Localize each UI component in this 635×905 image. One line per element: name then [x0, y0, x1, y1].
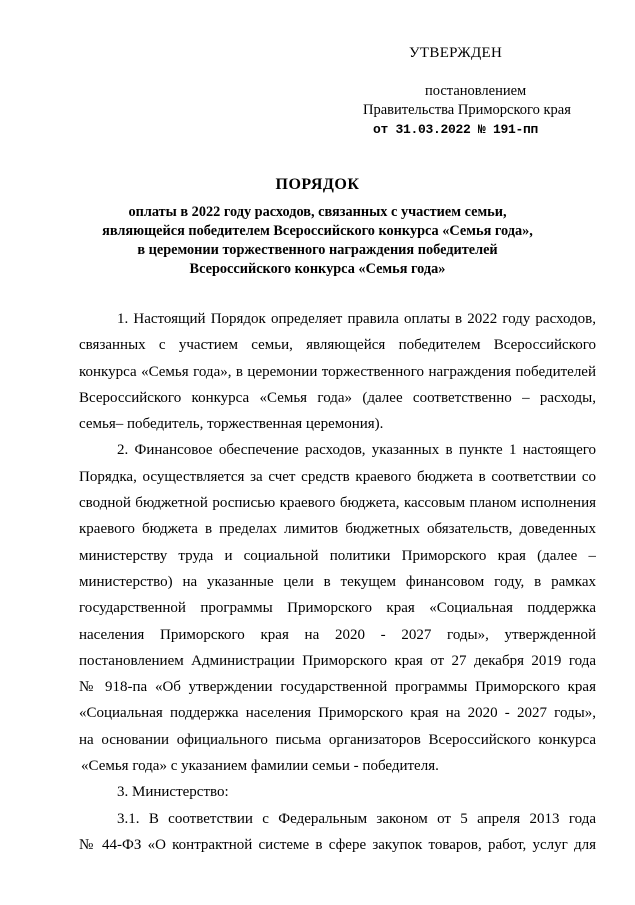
- document-body: [79, 306, 596, 858]
- body-line: 3.1. В соответствии с Федеральным законом от 5 апреля 2013 года: [117, 810, 596, 827]
- subtitle-line: оплаты в 2022 году расходов, связанных с участием семьи,: [128, 204, 507, 220]
- body-line: семья– победитель, торжественная церемония).: [79, 416, 384, 433]
- body-line: 2. Финансовое обеспечение расходов, указанных в пункте 1 настоящего: [117, 442, 596, 459]
- body-line: конкурса «Семья года», в церемонии торжественного награждения победителей: [79, 363, 596, 380]
- body-line: сводной бюджетной росписью краевого бюджета, кассовым планом исполнения: [79, 495, 596, 512]
- body-line: «Социальная поддержка населения Приморского края на 2020 - 2027 годы»,: [79, 705, 596, 722]
- body-line: 1. Настоящий Порядок определяет правила оплаты в 2022 году расходов,: [117, 311, 596, 327]
- body-line: краевого бюджета в пределах лимитов бюджетных обязательств, доведенных: [79, 521, 596, 538]
- subtitle-line: являющейся победителем Всероссийского конкурса «Семья года»,: [102, 223, 533, 239]
- approval-line-date-number: от 31.03.2022 № 191-пп: [373, 122, 539, 137]
- body-line: постановлением Администрации Приморского края от 27 декабря 2019 года: [79, 652, 596, 669]
- body-line: государственной программы Приморского края «Социальная поддержка: [79, 600, 596, 617]
- body-line: связанных с участием семьи, являющейся победителем Всероссийского: [79, 337, 596, 354]
- subtitle-line: в церемонии торжественного награждения победителей: [137, 242, 498, 258]
- body-line: Всероссийского конкурса «Семья года» (далее соответственно – расходы,: [79, 389, 596, 406]
- document-subtitle: [60, 203, 575, 279]
- body-line: Порядка, осуществляется за счет средств краевого бюджета в соответствии со: [79, 468, 596, 485]
- subtitle-line: Всероссийского конкурса «Семья года»: [189, 261, 446, 277]
- body-line: министерство) на указанные цели в текущем финансовом году, в рамках: [79, 573, 596, 590]
- approval-line-government: Правительства Приморского края: [363, 102, 571, 118]
- approval-heading: УТВЕРЖДЕН: [409, 45, 503, 61]
- body-line: № 44-ФЗ «О контрактной системе в сфере закупок товаров, работ, услуг для: [79, 836, 596, 853]
- body-line: «Семья года» с указанием фамилии семьи - победителя.: [81, 758, 439, 775]
- body-line: 3. Министерство:: [117, 784, 229, 801]
- approval-line-resolution: постановлением: [425, 83, 527, 99]
- body-line: № 918-па «Об утверждении государственной программы Приморского края: [79, 679, 596, 696]
- body-line: на основании официального письма организаторов Всероссийского конкурса: [79, 731, 596, 748]
- document-title: ПОРЯДОК: [275, 176, 360, 193]
- body-line: министерству труда и социальной политики Приморского края (далее –: [79, 547, 596, 564]
- body-line: населения Приморского края на 2020 - 2027 годы», утвержденной: [79, 626, 596, 643]
